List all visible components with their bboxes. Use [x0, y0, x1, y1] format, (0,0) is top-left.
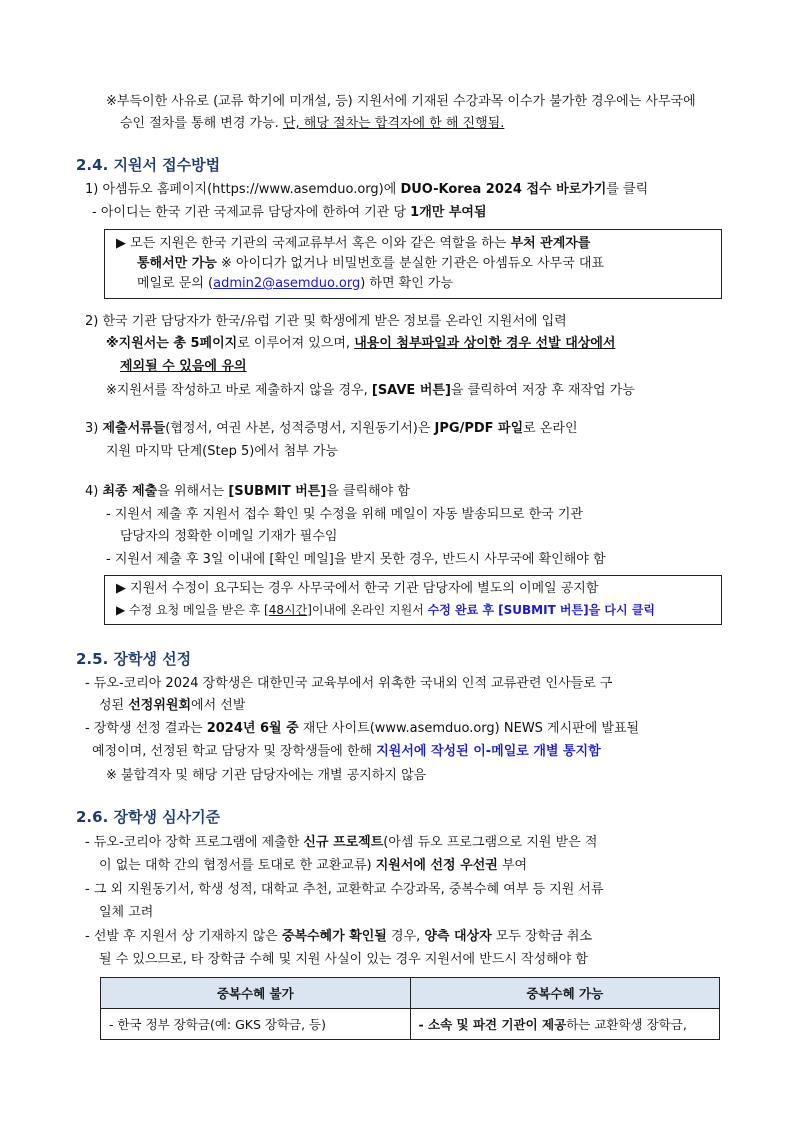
text: - 선발 후 지원서 상 기재하지 않은 — [85, 929, 282, 944]
bold-text: [SUBMIT 버튼] — [228, 484, 327, 499]
text: 경우, — [386, 929, 425, 944]
s26-line — [85, 928, 592, 946]
text: - 장학생 선정 결과는 — [85, 721, 207, 736]
text: ※ 아이디가 없거나 비밀번호를 분실한 기관은 아셈듀오 사무국 대표 — [216, 256, 605, 271]
table-cell: - 한국 정부 장학금(예: GKS 장학금, 등) — [101, 1009, 411, 1040]
bold-text: DUO-Korea 2024 접수 바로가기 — [400, 182, 607, 197]
note-text: 승인 절차를 통해 변경 가능. — [120, 116, 283, 131]
s26-line: - 그 외 지원동기서, 학생 성적, 대학교 추천, 교환학교 수강과목, 중복수혜 여부 등 지원 서류 — [85, 882, 604, 897]
s26-line — [85, 834, 597, 852]
table-header-cell: 중복수혜 가능 — [410, 978, 720, 1009]
text: 를 클릭 — [606, 182, 649, 197]
text: (아셈 듀오 프로그램으로 지원 받은 적 — [383, 835, 598, 850]
bold-text: 양측 대상자 — [424, 929, 492, 944]
item-4 — [85, 483, 410, 501]
s26-line: 될 수 있으므로, 타 장학금 수혜 및 지원 사실이 있는 경우 지원서에 반드시 작성해야 함 — [99, 952, 588, 967]
text: 성된 — [99, 698, 129, 713]
bold-text: 2024년 6월 중 — [206, 721, 299, 736]
text: 을 위해서는 — [157, 484, 229, 499]
s26-line — [99, 857, 527, 875]
bold-text: 부처 관계자를 — [510, 236, 591, 251]
text: 3) — [85, 421, 103, 436]
item-4-sub: - 지원서 제출 후 3일 이내에 [확인 메일]을 받지 못한 경우, 반드시 사무국에 확인해야 함 — [106, 552, 606, 567]
bold-text: 신규 프로젝트 — [303, 835, 384, 850]
box2-line: ▶ 지원서 수정이 요구되는 경우 사무국에서 한국 기관 담당자에 별도의 이메일 공지함 — [116, 581, 599, 596]
bold-text: 최종 제출 — [102, 484, 158, 499]
box1-line — [116, 235, 590, 253]
section-title-2-5: 2.5. 장학생 선정 — [76, 650, 192, 668]
text: 재단 사이트(www.asemduo.org) NEWS 게시판에 발표될 — [298, 721, 640, 736]
homepage-link[interactable]: https://www.asemduo.org — [212, 182, 379, 197]
text: ※지원서를 작성하고 바로 제출하지 않을 경우, — [106, 383, 372, 398]
item-2-note — [106, 382, 635, 400]
bold-underlined: 제외될 수 있음에 유의 — [120, 359, 247, 374]
section-title-2-6: 2.6. 장학생 심사기준 — [76, 808, 221, 826]
bold-text: 제출서류들 — [102, 421, 166, 436]
table-header-cell: 중복수혜 불가 — [101, 978, 411, 1009]
table-cell — [410, 1009, 720, 1040]
text: 이 없는 대학 간의 협정서를 토대로 한 교환교류) — [99, 858, 376, 873]
s25-line — [92, 743, 601, 761]
text: ]이내에 온라인 지원서 — [307, 603, 428, 617]
text: ) 하면 확인 가능 — [360, 276, 454, 291]
s25-line — [99, 697, 245, 715]
bold-underlined: 내용이 첨부파일과 상이한 경우 선발 대상에서 — [354, 336, 616, 351]
bold-text: JPG/PDF 파일 — [434, 421, 524, 436]
note-underlined: 단, 해당 절차는 합격자에 한 해 진행됨. — [282, 116, 505, 131]
text: 1) 아셈듀오 홈페이지( — [85, 182, 213, 197]
box1-line — [137, 275, 453, 293]
bold-text: 통해서만 가능 — [137, 256, 217, 271]
text: - 아이디는 한국 기관 국제교류 담당자에 한하여 기관 당 — [92, 205, 411, 220]
item-4-sub: 담당자의 정확한 이메일 기재가 필수임 — [120, 529, 338, 544]
text: 4) — [85, 484, 103, 499]
item-2: 2) 한국 기관 담당자가 한국/유럽 기관 및 학생에게 받은 정보를 온라인 지원서에 입력 — [85, 314, 567, 329]
bold-text: 선정위원회 — [128, 698, 192, 713]
table-row — [101, 1009, 720, 1040]
text: (협정서, 여권 사본, 성적증명서, 지원동기서)은 — [165, 421, 435, 436]
s25-line: - 듀오-코리아 2024 장학생은 대한민국 교육부에서 위촉한 국내외 인적 교류관련 인사들로 구 — [85, 676, 613, 691]
text: ▶ 모든 지원은 한국 기관의 국제교류부서 혹은 이와 같은 역할을 하는 — [116, 236, 511, 251]
scholarship-table — [100, 977, 720, 1040]
item-1-sub — [92, 204, 487, 222]
bold-text: 중복수혜가 확인될 — [281, 929, 387, 944]
bold-text: 1개만 부여됨 — [410, 205, 487, 220]
bold-text: 지원서에 선정 우선권 — [375, 858, 498, 873]
text: 을 클릭해야 함 — [326, 484, 410, 499]
table-header-row — [101, 978, 720, 1009]
highlight-text: 지원서에 작성된 이-메일로 개별 통지함 — [376, 744, 601, 759]
box1-line — [137, 255, 604, 273]
text: 로 온라인 — [523, 421, 578, 436]
text: 부여 — [497, 858, 528, 873]
note-line — [120, 115, 504, 133]
item-3-line2: 지원 마지막 단계(Step 5)에서 첨부 가능 — [106, 444, 338, 459]
section-title-2-4: 2.4. 지원서 접수방법 — [76, 156, 221, 174]
item-2-note — [120, 358, 247, 376]
item-1 — [85, 181, 648, 199]
bold-text: [SAVE 버튼] — [371, 383, 451, 398]
item-4-sub: - 지원서 제출 후 지원서 접수 확인 및 수정을 위해 메일이 자동 발송되므로 한국 기관 — [106, 507, 583, 522]
bold-text: - 소속 및 파견 기관이 제공 — [418, 1017, 567, 1032]
text: 모두 장학금 취소 — [491, 929, 593, 944]
box2-line — [116, 601, 655, 619]
s25-note: ※ 불합격자 및 해당 기관 담당자에는 개별 공지하지 않음 — [106, 768, 427, 783]
text: 메일로 문의 ( — [137, 276, 214, 291]
underlined-text: 48시간 — [268, 603, 308, 617]
text: 로 이루어져 있으며, — [237, 336, 355, 351]
s25-line — [85, 720, 639, 738]
item-3 — [85, 420, 578, 438]
text: 을 클릭하여 저장 후 재작업 가능 — [450, 383, 635, 398]
text: - 듀오-코리아 장학 프로그램에 제출한 — [85, 835, 304, 850]
text: )에 — [378, 182, 401, 197]
highlight-text: 수정 완료 후 [SUBMIT 버튼]을 다시 클릭 — [427, 603, 655, 617]
text: ▶ 수정 요청 메일을 받은 후 [ — [116, 603, 269, 617]
email-link[interactable]: admin2@asemduo.org — [213, 276, 361, 291]
s26-line: 일체 고려 — [99, 905, 154, 920]
bold-text: ※지원서는 총 5페이지 — [106, 336, 238, 351]
text: 예정이며, 선정된 학교 담당자 및 장학생들에 한해 — [92, 744, 377, 759]
note-line: ※부득이한 사유로 (교류 학기에 미개설, 등) 지원서에 기재된 수강과목 이수가 불가한 경우에는 사무국에 — [106, 94, 696, 109]
item-2-note — [106, 335, 615, 353]
text: 하는 교환학생 장학금, — [566, 1017, 687, 1032]
text: 에서 선발 — [191, 698, 246, 713]
